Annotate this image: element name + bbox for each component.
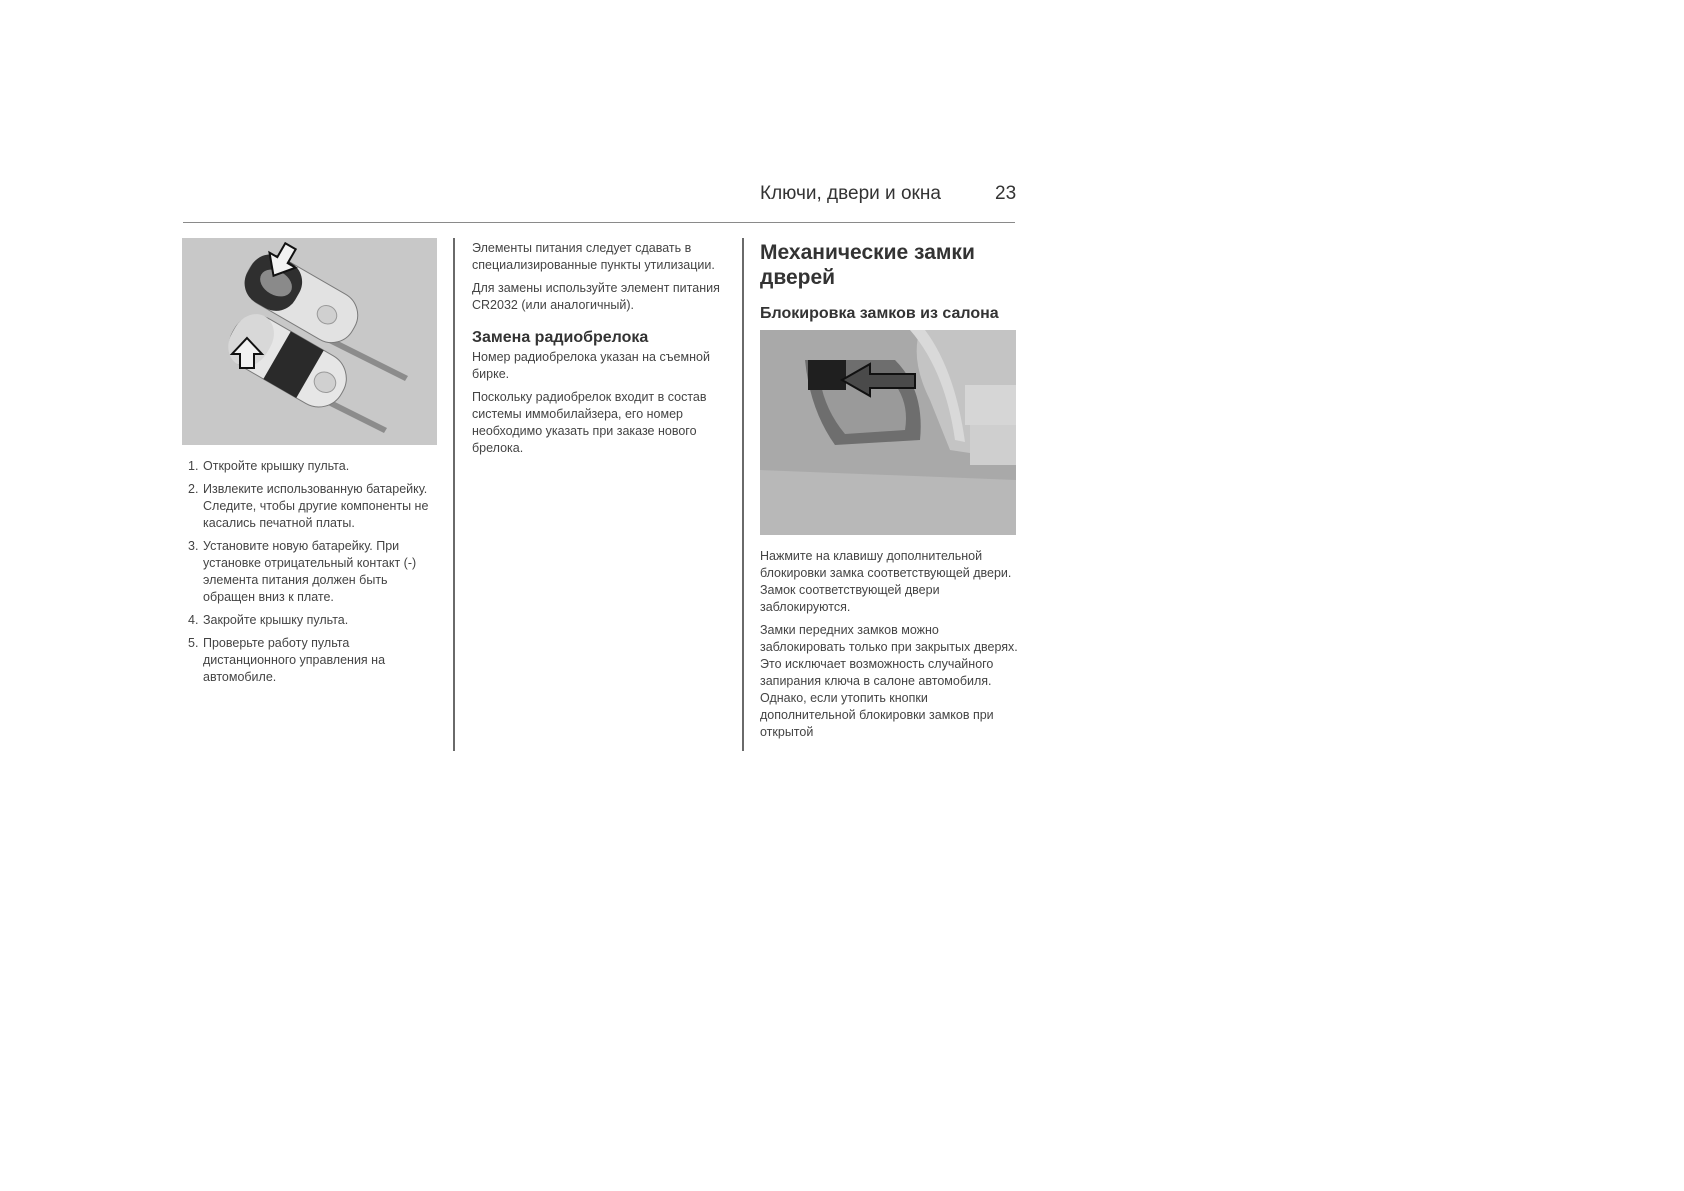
step-number: 1.	[188, 459, 199, 473]
list-item	[188, 612, 438, 629]
column-1-text	[188, 458, 438, 692]
list-item	[188, 481, 438, 532]
step-number: 4.	[188, 613, 199, 627]
list-item	[188, 458, 438, 475]
column-3-body	[760, 548, 1018, 747]
battery-type-paragraph: Для замены используйте элемент питания CR2032 (или аналогичный).	[472, 281, 720, 312]
remote-key-battery-figure	[182, 238, 437, 445]
door-lock-button-figure	[760, 330, 1016, 535]
list-item	[188, 635, 438, 686]
section-title-mechanical-locks: Механические замки дверей	[760, 241, 975, 289]
step-text: Проверьте работу пульта дистанционного управления на автомобиле.	[203, 636, 386, 684]
step-number: 5.	[188, 636, 199, 650]
lock-button-paragraph: Нажмите на клавишу дополнительной блокировки замка соответствующей двери. Замок соответствующей двери заблокируются.	[760, 549, 1012, 614]
step-number: 3.	[188, 539, 199, 553]
page-number: 23	[995, 183, 1017, 204]
battery-steps-list	[188, 458, 438, 686]
page-header-title: Ключи, двери и окна	[760, 183, 941, 204]
radio-key-number-paragraph: Номер радиобрелока указан на съемной бирке.	[472, 350, 710, 381]
step-number: 2.	[188, 482, 199, 496]
front-locks-paragraph: Замки передних замков можно заблокировать только при закрытых дверях. Это исключает возможность случайного запирания ключа в салоне автомобиля. Однако, если утопить кнопки дополнительной блокировки замков при открытой	[760, 623, 1018, 739]
header-divider	[183, 222, 1015, 223]
column-2-text	[472, 240, 727, 463]
step-text: Откройте крышку пульта.	[203, 459, 350, 473]
list-item	[188, 538, 438, 606]
battery-disposal-paragraph: Элементы питания следует сдавать в специализированные пункты утилизации.	[472, 241, 715, 272]
immobilizer-paragraph: Поскольку радиобрелок входит в состав системы иммобилайзера, его номер необходимо указать при заказе нового брелока.	[472, 390, 707, 455]
column-3-text	[760, 240, 1018, 324]
column-divider-1	[453, 238, 455, 751]
subsection-title-interior-lock: Блокировка замков из салона	[760, 305, 999, 322]
step-text: Установите новую батарейку. При установке отрицательный контакт (-) элемента питания должен быть обращен вниз к плате.	[203, 539, 417, 604]
step-text: Закройте крышку пульта.	[203, 613, 349, 627]
section-title-radio-key: Замена радиобрелока	[472, 329, 649, 346]
step-text: Извлеките использованную батарейку. Следите, чтобы другие компоненты не касались печатной платы.	[203, 482, 429, 530]
column-divider-2	[742, 238, 744, 751]
